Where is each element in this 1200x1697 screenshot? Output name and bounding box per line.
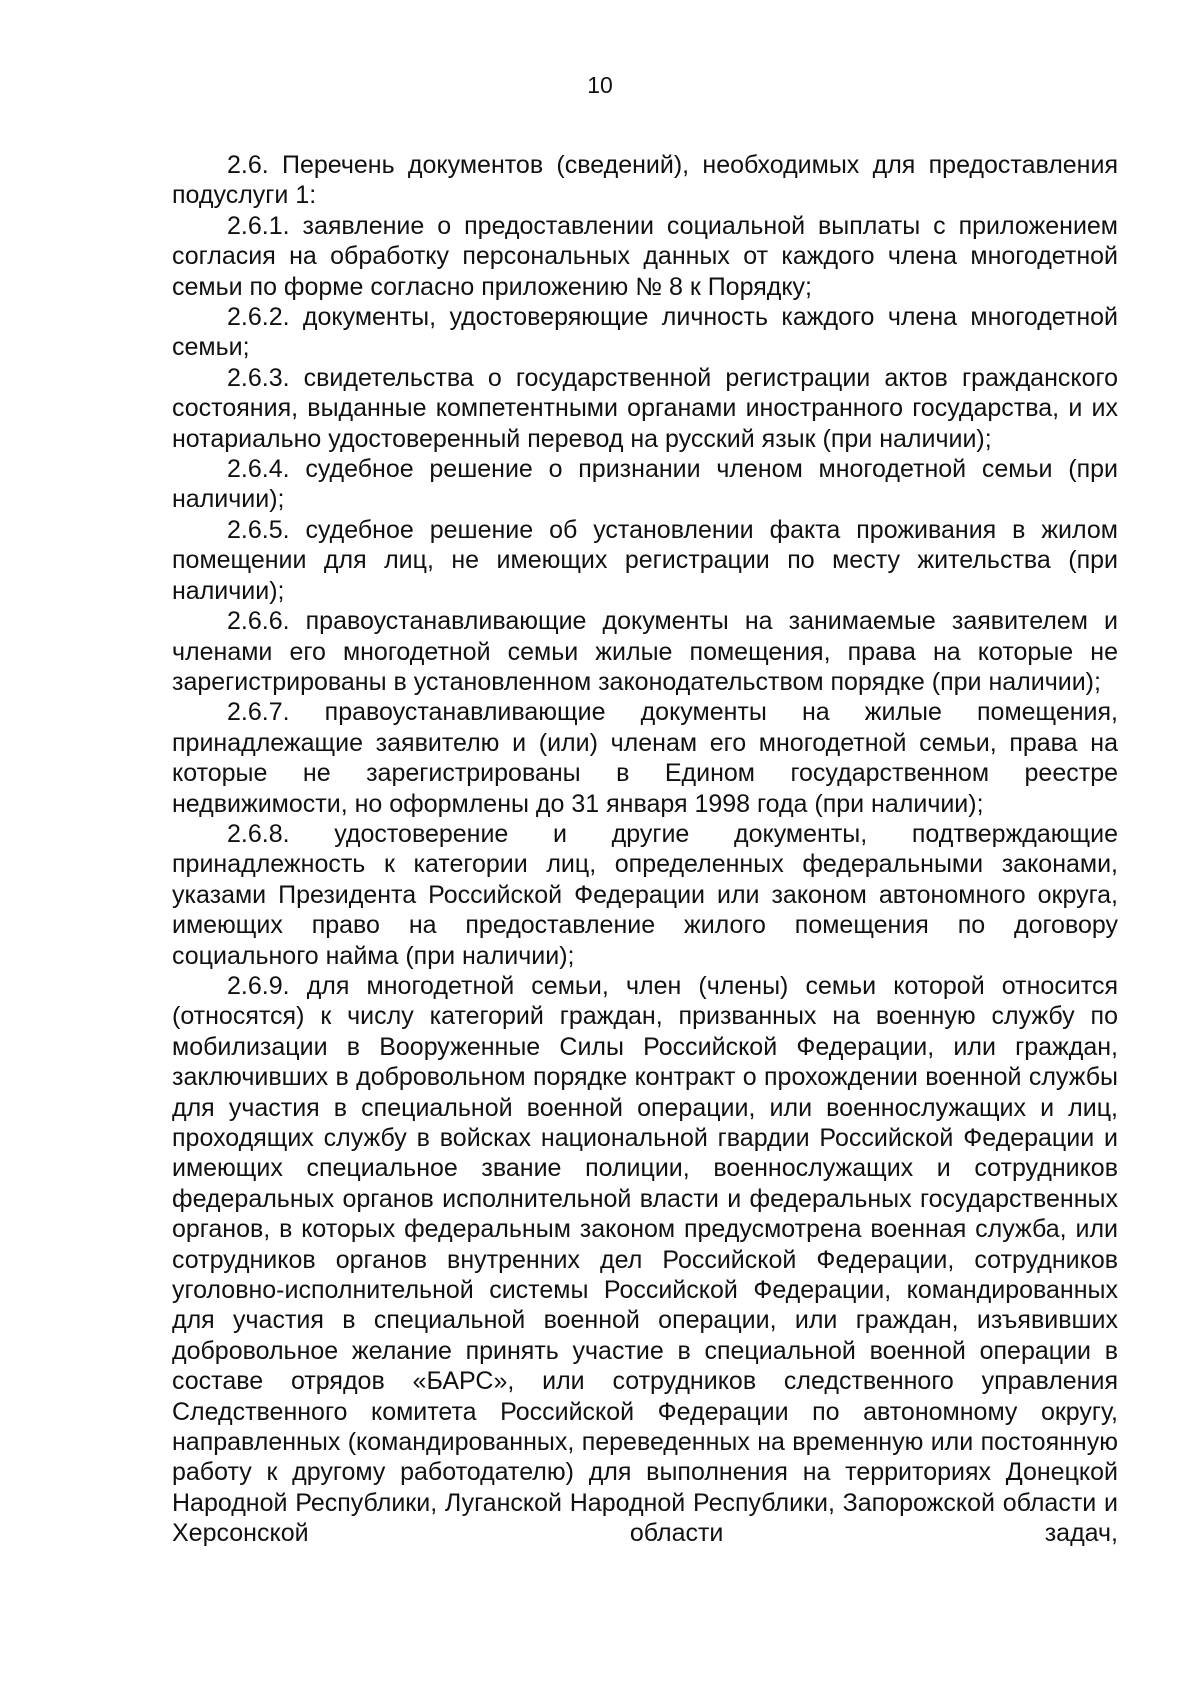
paragraph-2-6-2: 2.6.2. документы, удостоверяющие личность каждого члена многодетной семьи; xyxy=(172,303,1118,362)
paragraph-2-6-3: 2.6.3. свидетельства о государственной регистрации актов гражданского состояния, выданные компетентными органами иностранного государства, и их нотариально удостоверенный перевод на русский язык (при наличии); xyxy=(172,363,1118,453)
paragraph-2-6-5: 2.6.5. судебное решение об установлении факта проживания в жилом помещении для лиц, не имеющих регистрации по месту жительства (при наличии); xyxy=(172,515,1118,605)
paragraph-2-6-7: 2.6.7. правоустанавливающие документы на жилые помещения, принадлежащие заявителю и (или) членам его многодетной семьи, права на которые не зарегистрированы в Едином государственном реестре недвижимости, но оформлены до 31 января 1998 года (при наличии); xyxy=(172,698,1118,818)
paragraph-2-6: 2.6. Перечень документов (сведений), необходимых для предоставления подуслуги 1: xyxy=(172,151,1118,210)
paragraph-2-6-4: 2.6.4. судебное решение о признании членом многодетной семьи (при наличии); xyxy=(172,455,1118,514)
document-body xyxy=(172,150,1118,1549)
page-number: 10 xyxy=(587,72,613,98)
paragraph-2-6-1: 2.6.1. заявление о предоставлении социальной выплаты с приложением согласия на обработку персональных данных от каждого члена многодетной семьи по форме согласно приложению № 8 к Порядку; xyxy=(172,211,1118,301)
paragraph-2-6-8: 2.6.8. удостоверение и другие документы, подтверждающие принадлежность к категории лиц, определенных федеральными законами, указами Президента Российской Федерации или законом автономного округа, имеющих право на предоставление жилого помещения по договору социального найма (при наличии); xyxy=(172,819,1118,970)
paragraph-2-6-6: 2.6.6. правоустанавливающие документы на занимаемые заявителем и членами его многодетной семьи жилые помещения, права на которые не зарегистрированы в установленном законодательством порядке (при наличии); xyxy=(172,607,1118,696)
paragraph-2-6-9: 2.6.9. для многодетной семьи, член (члены) семьи которой относится (относятся) к числу категорий граждан, призванных на военную службу по мобилизации в Вооруженные Силы Российской Федерации, или граждан, заключивших в добровольном порядке контракт о прохождении военной службы для участия в специальной военной операции, или военнослужащих и лиц, проходящих службу в войсках национальной гвардии Российской Федерации и имеющих специальное звание полиции, военнослужащих и сотрудников федеральных органов исполнительной власти и федеральных государственных органов, в которых федеральным законом предусмотрена военная служба, или сотрудников органов внутренних дел Российской Федерации, сотрудников уголовно-исполнительной системы Российской Федерации, командированных для участия в специальной военной операции, или граждан, изъявивших добровольное желание принять участие в специальной военной операции в составе отрядов «БАРС», или сотрудников следственного управления Следственного комитета Российской Федерации по автономному округу, направленных (командированных, переведенных на временную или постоянную работу к другому работодателю) для выполнения на территориях Донецкой Народной Республики, Луганской Народной Республики, Запорожской области и Херсонской области задач, xyxy=(172,971,1118,1548)
